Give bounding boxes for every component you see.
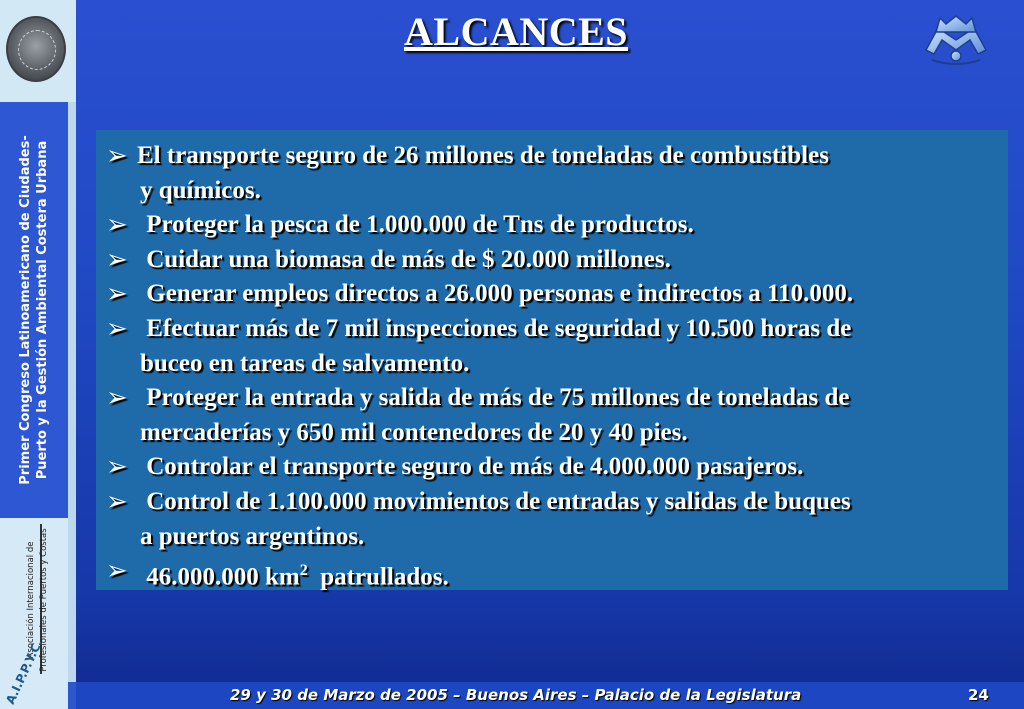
bullet-item [106, 208, 1006, 243]
arrowhead-bullet-icon: ➢ [106, 556, 128, 587]
navy-anchor-logo-icon [918, 10, 994, 68]
bullet-text: y químicos. [140, 176, 261, 204]
page-number: 24 [968, 686, 989, 704]
arrowhead-bullet-icon: ➢ [106, 313, 128, 344]
arrowhead-bullet-icon: ➢ [106, 244, 128, 275]
bullet-text: a puertos argentinos. [140, 522, 365, 550]
association-acronym-logo [2, 628, 46, 707]
arrowhead-bullet-icon: ➢ [106, 486, 128, 517]
bullet-text: Controlar el transporte seguro de más de 4.000.000 pasajeros. [146, 453, 804, 481]
bullet-item-continuation [106, 174, 1006, 209]
slide-title: ALCANCES [404, 9, 629, 54]
bullet-text: Generar empleos directos a 26.000 personas e indirectos a 110.000. [146, 280, 854, 308]
arrowhead-bullet-icon: ➢ [106, 141, 128, 171]
bullet-item-continuation [106, 347, 1006, 382]
association-acronym: A.I.P.P.Y.C. [3, 637, 46, 707]
bullet-item-continuation [106, 416, 1006, 451]
bullet-text: Proteger la entrada y salida de más de 75 millones de toneladas de [146, 384, 850, 412]
bullet-item [106, 381, 1006, 416]
bullet-text-tail: patrullados. [307, 563, 449, 591]
bullet-text: Efectuar más de 7 mil inspecciones de seguridad y 10.500 horas de [146, 314, 852, 342]
association-line2: Profesionales de Puertos y Costas [39, 528, 49, 672]
bullet-item [106, 554, 1006, 595]
superscript: 2 [299, 562, 308, 580]
bullet-text: mercaderías y 650 mil contenedores de 20 y 40 pies. [140, 418, 688, 446]
association-line1: Asociación Internacional de [26, 541, 36, 659]
bullet-item [106, 485, 1006, 520]
arrowhead-bullet-icon: ➢ [106, 452, 128, 483]
bullet-text: Proteger la pesca de 1.000.000 de Tns de productos. [146, 211, 694, 239]
bullet-item [106, 312, 1006, 347]
arrowhead-bullet-icon: ➢ [106, 210, 128, 241]
bullet-item [106, 277, 1006, 312]
seal-inner-ring [18, 30, 56, 70]
bullet-text: Control de 1.100.000 movimientos de entradas y salidas de buques [146, 487, 851, 515]
bullet-list [106, 139, 1006, 595]
bullet-item [106, 450, 1006, 485]
bullet-text: Cuidar una biomasa de más de $ 20.000 millones. [146, 245, 671, 273]
conference-title: Primer Congreso Latinoamericano de Ciudades-Puerto y la Gestión Ambiental Costera Urbana [18, 135, 50, 485]
sidebar-stripe [68, 102, 76, 682]
footer-text: 29 y 30 de Marzo de 2005 – Buenos Aires – Palacio de la Legislatura [230, 686, 802, 704]
bullet-text: buceo en tareas de salvamento. [140, 349, 470, 377]
bullet-text: El transporte seguro de 26 millones de toneladas de combustibles [137, 142, 829, 169]
arrowhead-bullet-icon: ➢ [106, 279, 128, 310]
bullet-item [106, 139, 1006, 174]
seal-icon [6, 16, 66, 82]
bullet-text: 46.000.000 km [146, 563, 300, 591]
bullet-item [106, 243, 1006, 278]
bullet-item-continuation [106, 520, 1006, 555]
arrowhead-bullet-icon: ➢ [106, 383, 128, 414]
